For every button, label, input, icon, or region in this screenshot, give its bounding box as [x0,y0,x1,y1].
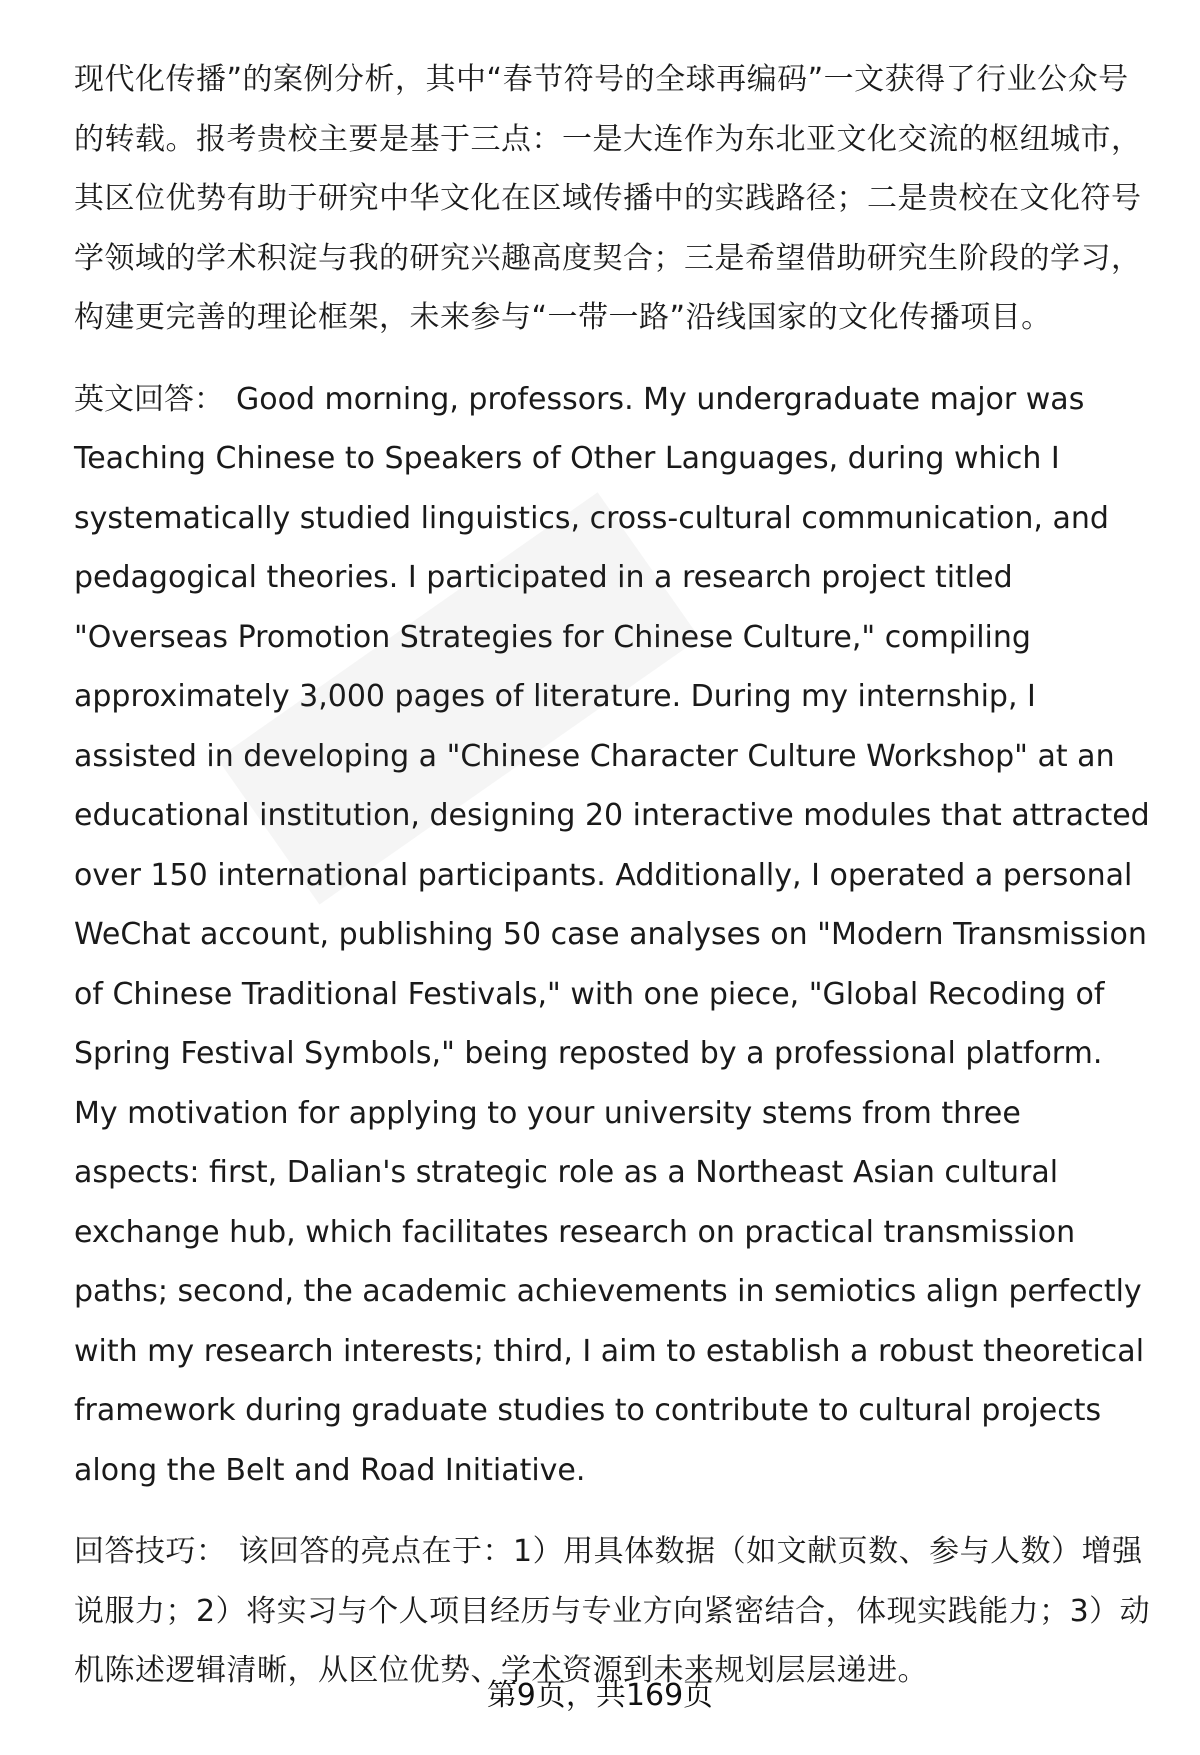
document-page [74,50,1154,1701]
paragraph-english-answer [74,370,1154,1501]
answer-tips-label: 回答技巧： [74,1534,227,1569]
english-answer-label: 英文回答： [74,381,224,417]
english-answer-text: Good morning, professors. My undergraduate major was Teaching Chinese to Speakers of Other Languages, during which I systematically studied linguistics, cross-cultural communication, and pedagogical theories. I participated in a research project titled "Overseas Promotion Strategies for Chinese Culture," compiling approximately 3,000 pages of literature. During my internship, I assisted in developing a "Chinese Character Culture Workshop" at an educational institution, designing 20 interactive modules that attracted over 150 international participants. Additionally, I operated a personal WeChat account, publishing 50 case analyses on "Modern Transmission of Chinese Traditional Festivals," with one piece, "Global Recoding of Spring Festival Symbols," being reposted by a professional platform. My motivation for applying to your university stems from three aspects: first, Dalian's strategic role as a Northeast Asian cultural exchange hub, which facilitates research on practical transmission paths; second, the academic achievements in semiotics align perfectly with my research interests; third, I aim to establish a robust theoretical framework during graduate studies to contribute to cultural projects along the Belt and Road Initiative. [74,381,1150,1488]
paragraph-chinese-answer-continued [74,50,1154,348]
answer-tips-text: 该回答的亮点在于：1）用具体数据（如文献页数、参与人数）增强说服力；2）将实习与个人项目经历与专业方向紧密结合，体现实践能力；3）动机陈述逻辑清晰，从区位优势、学术资源到未来规划层层递进。 [74,1534,1151,1688]
paragraph-text: 现代化传播”的案例分析，其中“春节符号的全球再编码”一文获得了行业公众号的转载。报考贵校主要是基于三点：一是大连作为东北亚文化交流的枢纽城市，其区位优势有助于研究中华文化在区域传播中的实践路径；二是贵校在文化符号学领域的学术积淀与我的研究兴趣高度契合；三是希望借助研究生阶段的学习，构建更完善的理论框架，未来参与“一带一路”沿线国家的文化传播项目。 [74,62,1142,335]
page-number-footer: 第9页，共169页 [486,1678,714,1713]
